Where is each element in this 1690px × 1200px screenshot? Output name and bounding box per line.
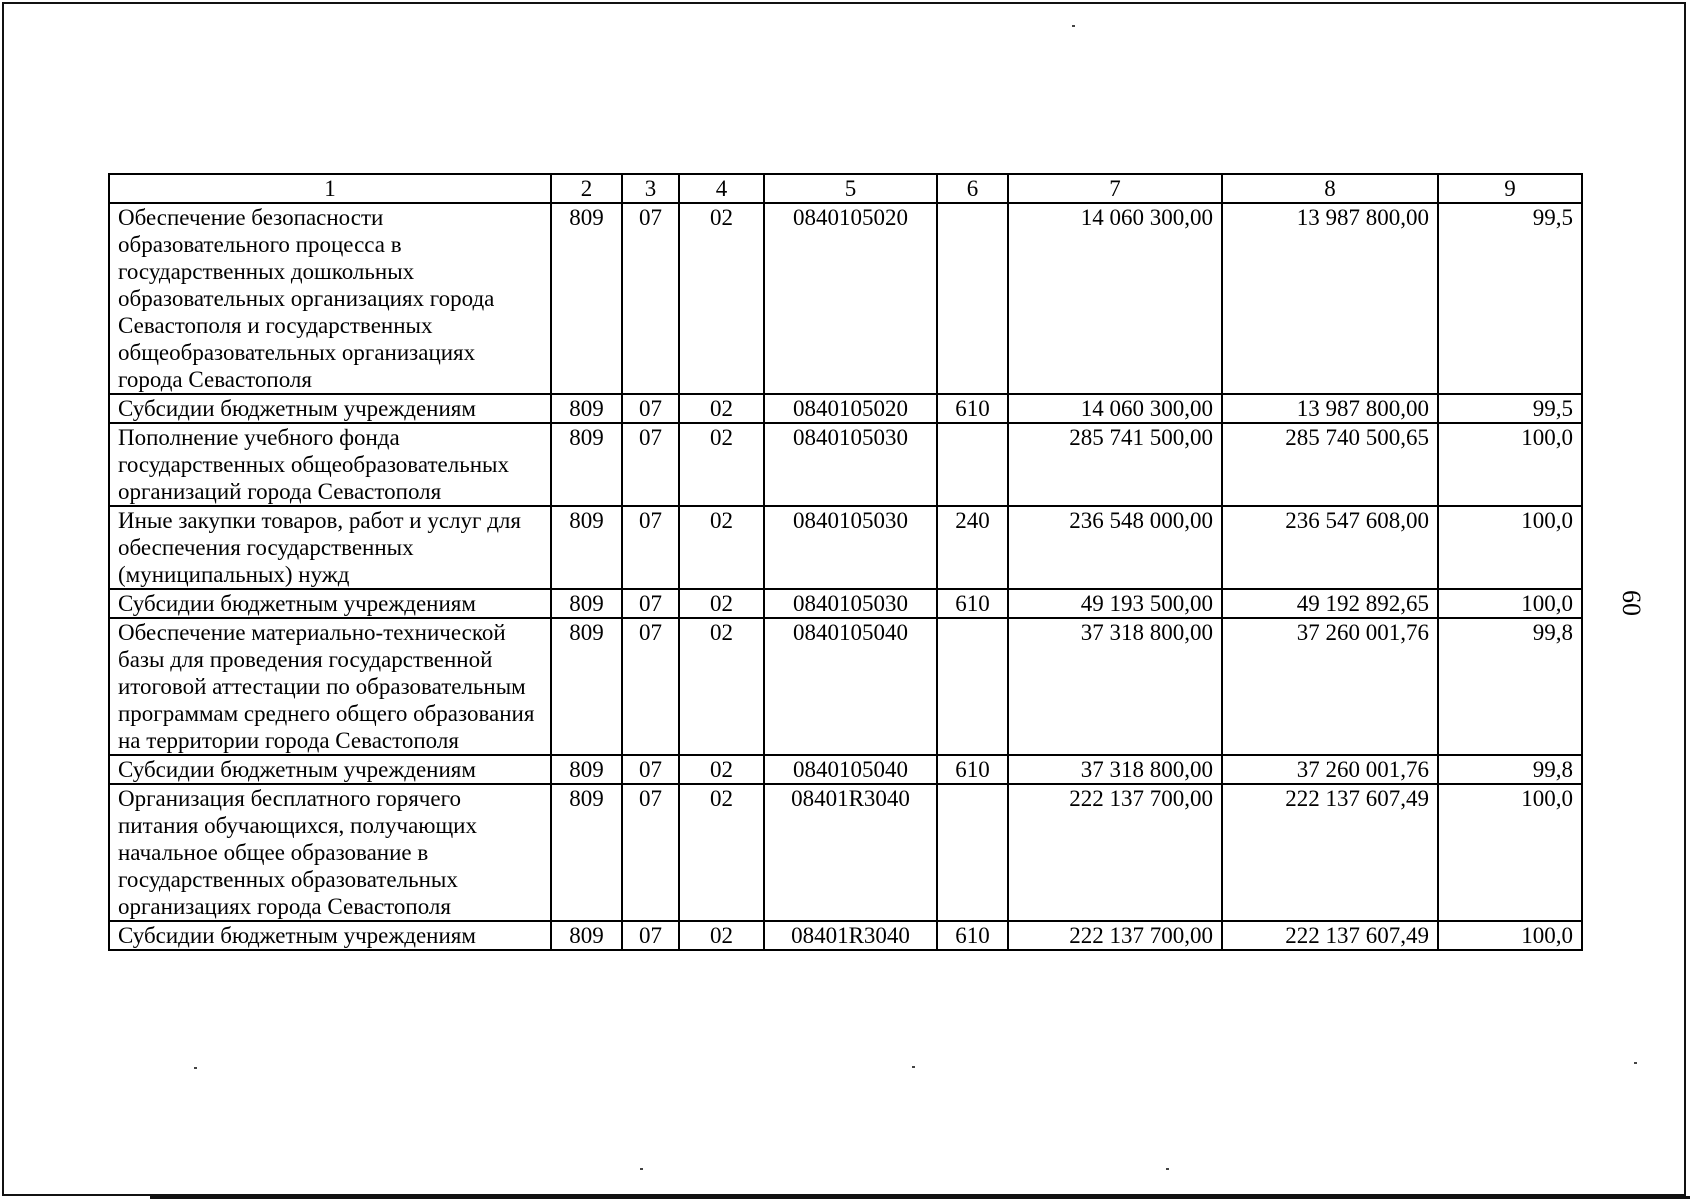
execution-percent: 99,5 xyxy=(1438,394,1582,423)
planned-amount: 37 318 800,00 xyxy=(1008,618,1222,755)
table-row xyxy=(109,506,1582,589)
expense-type-code: 240 xyxy=(937,506,1008,589)
admin-code: 809 xyxy=(551,755,622,784)
executed-amount: 13 987 800,00 xyxy=(1222,394,1438,423)
planned-amount: 14 060 300,00 xyxy=(1008,203,1222,394)
admin-code: 809 xyxy=(551,423,622,506)
table-row xyxy=(109,755,1582,784)
bottom-rule xyxy=(150,1196,1690,1199)
planned-amount: 37 318 800,00 xyxy=(1008,755,1222,784)
target-article-code: 0840105040 xyxy=(764,618,937,755)
executed-amount: 37 260 001,76 xyxy=(1222,755,1438,784)
execution-percent: 100,0 xyxy=(1438,921,1582,950)
scan-speck xyxy=(1072,25,1075,27)
section-code: 07 xyxy=(622,506,679,589)
column-header-6: 6 xyxy=(937,174,1008,203)
column-header-1: 1 xyxy=(109,174,551,203)
admin-code: 809 xyxy=(551,506,622,589)
scan-speck xyxy=(194,1067,197,1069)
table-row xyxy=(109,921,1582,950)
admin-code: 809 xyxy=(551,589,622,618)
executed-amount: 222 137 607,49 xyxy=(1222,784,1438,921)
planned-amount: 285 741 500,00 xyxy=(1008,423,1222,506)
expense-type-code: 610 xyxy=(937,921,1008,950)
expense-type-code xyxy=(937,203,1008,394)
subsection-code: 02 xyxy=(679,618,764,755)
executed-amount: 37 260 001,76 xyxy=(1222,618,1438,755)
table-header xyxy=(109,174,1582,203)
subsection-code: 02 xyxy=(679,784,764,921)
row-name: Иные закупки товаров, работ и услуг для обеспечения государственных (муниципальных) нужд xyxy=(109,506,551,589)
row-name: Субсидии бюджетным учреждениям xyxy=(109,589,551,618)
page-number: 60 xyxy=(1617,590,1646,616)
target-article-code: 0840105020 xyxy=(764,394,937,423)
subsection-code: 02 xyxy=(679,755,764,784)
subsection-code: 02 xyxy=(679,394,764,423)
subsection-code: 02 xyxy=(679,589,764,618)
column-header-9: 9 xyxy=(1438,174,1582,203)
planned-amount: 236 548 000,00 xyxy=(1008,506,1222,589)
expense-type-code xyxy=(937,784,1008,921)
admin-code: 809 xyxy=(551,394,622,423)
row-name: Субсидии бюджетным учреждениям xyxy=(109,394,551,423)
executed-amount: 13 987 800,00 xyxy=(1222,203,1438,394)
execution-percent: 100,0 xyxy=(1438,589,1582,618)
row-name: Пополнение учебного фонда государственных общеобразовательных организаций города Севастополя xyxy=(109,423,551,506)
target-article-code: 0840105020 xyxy=(764,203,937,394)
executed-amount: 285 740 500,65 xyxy=(1222,423,1438,506)
executed-amount: 236 547 608,00 xyxy=(1222,506,1438,589)
table-row xyxy=(109,423,1582,506)
scan-speck xyxy=(912,1066,915,1068)
section-code: 07 xyxy=(622,203,679,394)
admin-code: 809 xyxy=(551,921,622,950)
target-article-code: 0840105030 xyxy=(764,506,937,589)
section-code: 07 xyxy=(622,589,679,618)
table-row xyxy=(109,589,1582,618)
expense-type-code xyxy=(937,423,1008,506)
planned-amount: 14 060 300,00 xyxy=(1008,394,1222,423)
table-row xyxy=(109,394,1582,423)
execution-percent: 99,8 xyxy=(1438,618,1582,755)
section-code: 07 xyxy=(622,618,679,755)
row-name: Субсидии бюджетным учреждениям xyxy=(109,755,551,784)
row-name: Субсидии бюджетным учреждениям xyxy=(109,921,551,950)
column-header-4: 4 xyxy=(679,174,764,203)
scan-speck xyxy=(1634,1062,1637,1064)
expense-type-code: 610 xyxy=(937,755,1008,784)
section-code: 07 xyxy=(622,755,679,784)
scan-speck xyxy=(640,1168,643,1170)
target-article-code: 08401R3040 xyxy=(764,784,937,921)
planned-amount: 49 193 500,00 xyxy=(1008,589,1222,618)
execution-percent: 100,0 xyxy=(1438,784,1582,921)
table-row xyxy=(109,618,1582,755)
admin-code: 809 xyxy=(551,784,622,921)
scan-speck xyxy=(1166,1168,1169,1170)
target-article-code: 0840105040 xyxy=(764,755,937,784)
expense-type-code xyxy=(937,618,1008,755)
admin-code: 809 xyxy=(551,618,622,755)
column-header-3: 3 xyxy=(622,174,679,203)
subsection-code: 02 xyxy=(679,203,764,394)
expense-type-code: 610 xyxy=(937,394,1008,423)
column-header-5: 5 xyxy=(764,174,937,203)
header-row xyxy=(109,174,1582,203)
budget-table xyxy=(108,173,1583,951)
expense-type-code: 610 xyxy=(937,589,1008,618)
table-row xyxy=(109,784,1582,921)
row-name: Обеспечение безопасности образовательного процесса в государственных дошкольных образовательных организациях города Севастополя и государственных общеобразовательных организациях города Севастополя xyxy=(109,203,551,394)
execution-percent: 100,0 xyxy=(1438,506,1582,589)
planned-amount: 222 137 700,00 xyxy=(1008,784,1222,921)
target-article-code: 08401R3040 xyxy=(764,921,937,950)
section-code: 07 xyxy=(622,921,679,950)
executed-amount: 222 137 607,49 xyxy=(1222,921,1438,950)
execution-percent: 99,5 xyxy=(1438,203,1582,394)
target-article-code: 0840105030 xyxy=(764,589,937,618)
execution-percent: 100,0 xyxy=(1438,423,1582,506)
column-header-2: 2 xyxy=(551,174,622,203)
executed-amount: 49 192 892,65 xyxy=(1222,589,1438,618)
subsection-code: 02 xyxy=(679,423,764,506)
row-name: Организация бесплатного горячего питания обучающихся, получающих начальное общее образование в государственных образовательных организациях города Севастополя xyxy=(109,784,551,921)
subsection-code: 02 xyxy=(679,506,764,589)
row-name: Обеспечение материально-технической базы для проведения государственной итоговой аттестации по образовательным программам среднего общего образования на территории города Севастополя xyxy=(109,618,551,755)
table-row xyxy=(109,203,1582,394)
column-header-8: 8 xyxy=(1222,174,1438,203)
target-article-code: 0840105030 xyxy=(764,423,937,506)
section-code: 07 xyxy=(622,394,679,423)
admin-code: 809 xyxy=(551,203,622,394)
section-code: 07 xyxy=(622,784,679,921)
execution-percent: 99,8 xyxy=(1438,755,1582,784)
column-header-7: 7 xyxy=(1008,174,1222,203)
subsection-code: 02 xyxy=(679,921,764,950)
table-body xyxy=(109,203,1582,950)
section-code: 07 xyxy=(622,423,679,506)
planned-amount: 222 137 700,00 xyxy=(1008,921,1222,950)
